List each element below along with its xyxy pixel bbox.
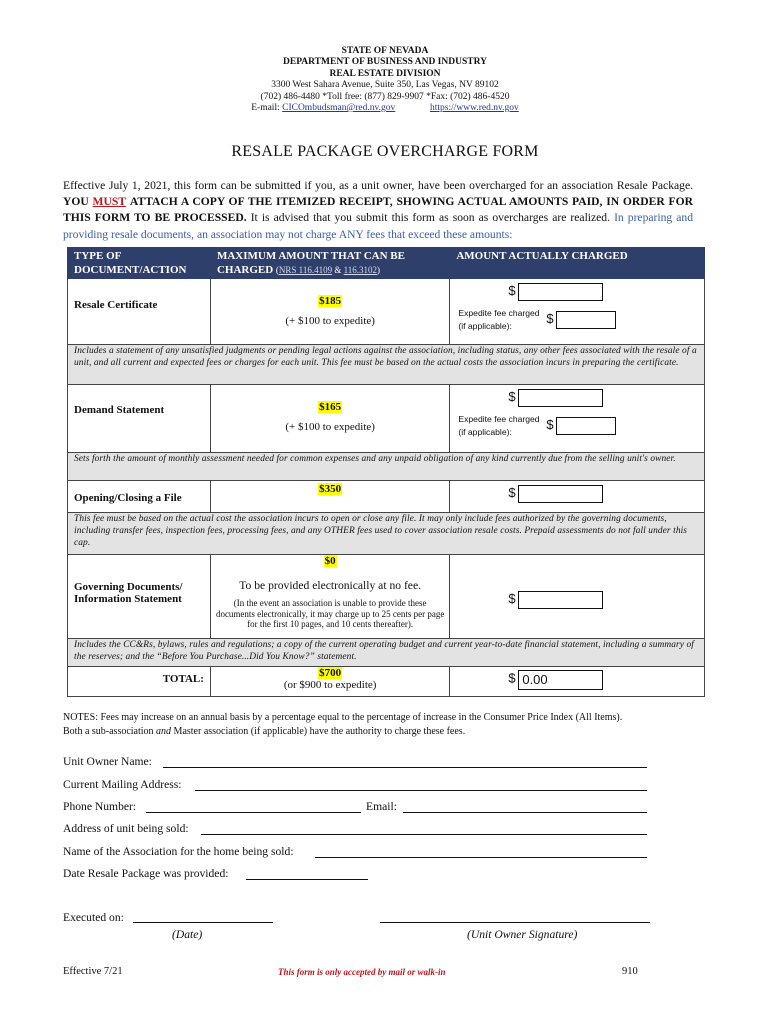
table-row: [68, 385, 705, 453]
expedite-note: (+ $100 to expedite): [285, 315, 375, 327]
nrs-116-3102-link[interactable]: 116.3102: [343, 265, 378, 275]
col-max-label: MAXIMUM AMOUNT THAT CAN BE CHARGED: [216, 250, 405, 276]
association-name-label: Name of the Association for the home being sold:: [63, 845, 294, 858]
website-link[interactable]: https://www.red.nv.gov: [430, 103, 519, 114]
date-provided-label: Date Resale Package was provided:: [63, 867, 229, 880]
total-max-amount: [210, 667, 449, 697]
dollar-sign: $: [508, 485, 516, 500]
state-name: STATE OF NEVADA: [341, 46, 429, 56]
row-actual-amount: [450, 555, 705, 639]
intro-fee-limit: In preparing and providing resale documents, an association may not charge ANY fees that exceed these amounts:: [63, 211, 693, 241]
email-field-label: Email:: [366, 800, 397, 813]
table-row-description: [68, 345, 705, 385]
col-max-header: [210, 248, 449, 279]
governing-docs-description: Includes the CC&Rs, bylaws, rules and regulations; a copy of the current operating budget and current year-to-date financial statement, including a summary of the reserves; and the “Before You Purchase...Did You Know?” statement.: [68, 639, 705, 667]
dollar-sign: $: [546, 310, 554, 326]
row-actual-amount: [450, 279, 705, 345]
row-actual-amount: [450, 385, 705, 453]
row-label: Governing Documents/ Information Statement: [68, 555, 211, 639]
table-row: [68, 555, 705, 639]
table-header-row: [68, 248, 705, 279]
per-page-note: (In the event an association is unable to provide these documents electronically, it may charge up to 25 cents per page for the first 10 pages, and 10 cents thereafter).: [215, 598, 445, 629]
form-number: 910: [622, 966, 638, 977]
row-actual-amount: [450, 481, 705, 513]
table-row: [68, 481, 705, 513]
executed-date-field[interactable]: [133, 922, 273, 923]
row-max-amount: [210, 481, 449, 513]
intro-text-1: Effective July 1, 2021, this form can be submitted if you, as a unit owner, have been overcharged for an association Resale Package.: [63, 179, 693, 192]
table-row-description: [68, 453, 705, 481]
agency-contacts: [0, 103, 770, 114]
date-provided-field[interactable]: [246, 879, 368, 880]
table-row: [68, 279, 705, 345]
demand-statement-description: Sets forth the amount of monthly assessment needed for common expenses and any unpaid obligation of any kind currently due from the selling unit's owner.: [68, 453, 705, 481]
fee-table: [67, 247, 705, 697]
intro-advice: It is advised that you submit this form as soon as overcharges are realized.: [250, 211, 610, 225]
unit-address-field[interactable]: [201, 834, 647, 835]
total-expedite-note: (or $900 to expedite): [283, 679, 377, 691]
max-amount-value: $350: [319, 483, 342, 495]
association-name-field[interactable]: [315, 857, 647, 858]
max-amount-value: $165: [319, 401, 342, 413]
total-amount-input[interactable]: 0.00: [518, 670, 603, 690]
form-title: RESALE PACKAGE OVERCHARGE FORM: [231, 143, 539, 160]
nrs-116-4109-link[interactable]: NRS 116.4109: [278, 265, 333, 275]
date-caption: (Date): [172, 928, 203, 941]
nrs-references: (NRS 116.4109 & 116.3102): [275, 265, 381, 275]
row-max-amount: [210, 279, 449, 345]
resale-cert-description: Includes a statement of any unsatisfied judgments or pending legal actions against the association, including status, any other fees associated with the resale of a unit, and all current and expected fees or charges for each unit. This fee must be based on the actual costs the association incurs in preparing the certificate.: [68, 345, 705, 385]
intro-you: YOU: [63, 195, 89, 209]
col-type-header: TYPE OF DOCUMENT/ACTION: [68, 248, 211, 279]
agency-header: [0, 46, 770, 114]
department-name: DEPARTMENT OF BUSINESS AND INDUSTRY: [283, 57, 487, 68]
expedite-note: (+ $100 to expedite): [285, 421, 375, 433]
email-label: E-mail:: [251, 103, 280, 114]
max-amount-value: $185: [319, 295, 342, 307]
row-max-amount: [210, 385, 449, 453]
owner-name-field[interactable]: [163, 767, 647, 768]
intro-attach: ATTACH A COPY OF THE ITEMIZED RECEIPT, SHOWING ACTUAL AMOUNTS PAID, IN ORDER FOR THIS FORM TO BE PROCESSED.: [63, 195, 693, 225]
agency-phones: (702) 486-4480 *Toll free: (877) 829-9907 *Fax: (702) 486-4520: [260, 91, 510, 102]
executed-on-label: Executed on:: [63, 911, 124, 924]
notes-line-2: Both a sub-association and Master association (if applicable) have the authority to charge these fees.: [63, 725, 466, 737]
email-link[interactable]: CICOmbudsman@red.nv.gov: [282, 103, 396, 114]
table-row-description: [68, 639, 705, 667]
total-amount-value: $700: [319, 667, 342, 679]
row-label: Resale Certificate: [68, 279, 211, 345]
mailing-address-field[interactable]: [195, 790, 647, 791]
dollar-sign: $: [508, 389, 516, 404]
signature-field[interactable]: [380, 922, 650, 923]
notes: [63, 711, 713, 739]
resale-cert-expedite-input[interactable]: [556, 311, 616, 329]
intro-paragraph: [63, 178, 693, 243]
col-actual-header: AMOUNT ACTUALLY CHARGED: [450, 248, 705, 279]
submission-note: This form is only accepted by mail or walk-in: [278, 967, 446, 977]
row-label: Opening/Closing a File: [68, 481, 211, 513]
expedite-fee-label: Expedite fee charged (if applicable):: [458, 308, 540, 331]
phone-field[interactable]: [146, 812, 361, 813]
total-actual-amount: [450, 667, 705, 697]
governing-docs-amount-input[interactable]: [518, 591, 603, 609]
table-row-description: [68, 513, 705, 555]
demand-statement-amount-input[interactable]: [518, 389, 603, 407]
effective-date: Effective 7/21: [63, 966, 123, 977]
max-amount-value: $0: [324, 555, 336, 567]
owner-name-label: Unit Owner Name:: [63, 755, 152, 768]
dollar-sign: $: [546, 416, 554, 432]
opening-closing-description: This fee must be based on the actual cost the association incurs to open or close any file. It may only include fees authorized by the governing documents, including transfer fees, inspection fees, processing fees, and any OTHER fees used to cover association resale costs. Prepaid assessments do not fall under this cap.: [68, 513, 705, 555]
dollar-sign: $: [508, 670, 516, 686]
mailing-address-label: Current Mailing Address:: [63, 778, 182, 791]
expedite-fee-label: Expedite fee charged (if applicable):: [458, 414, 540, 437]
no-fee-note: To be provided electronically at no fee.: [239, 579, 421, 592]
row-max-amount: [210, 555, 449, 639]
notes-line-1: NOTES: Fees may increase on an annual basis by a percentage equal to the percentage of increase in the Consumer Price Index (All Items).: [63, 712, 623, 723]
resale-cert-amount-input[interactable]: [518, 283, 603, 301]
dollar-sign: $: [508, 591, 516, 606]
signature-caption: (Unit Owner Signature): [467, 928, 578, 941]
unit-address-label: Address of unit being sold:: [63, 822, 189, 835]
dollar-sign: $: [508, 283, 516, 298]
demand-statement-expedite-input[interactable]: [556, 417, 616, 435]
division-name: REAL ESTATE DIVISION: [329, 68, 441, 79]
email-field[interactable]: [403, 812, 647, 813]
opening-closing-amount-input[interactable]: [518, 485, 603, 503]
total-row: [68, 667, 705, 697]
total-label: TOTAL:: [68, 667, 211, 697]
row-label: Demand Statement: [68, 385, 211, 453]
intro-must: MUST: [92, 195, 127, 209]
phone-label: Phone Number:: [63, 800, 137, 813]
agency-address: 3300 West Sahara Avenue, Suite 350, Las Vegas, NV 89102: [271, 80, 499, 91]
